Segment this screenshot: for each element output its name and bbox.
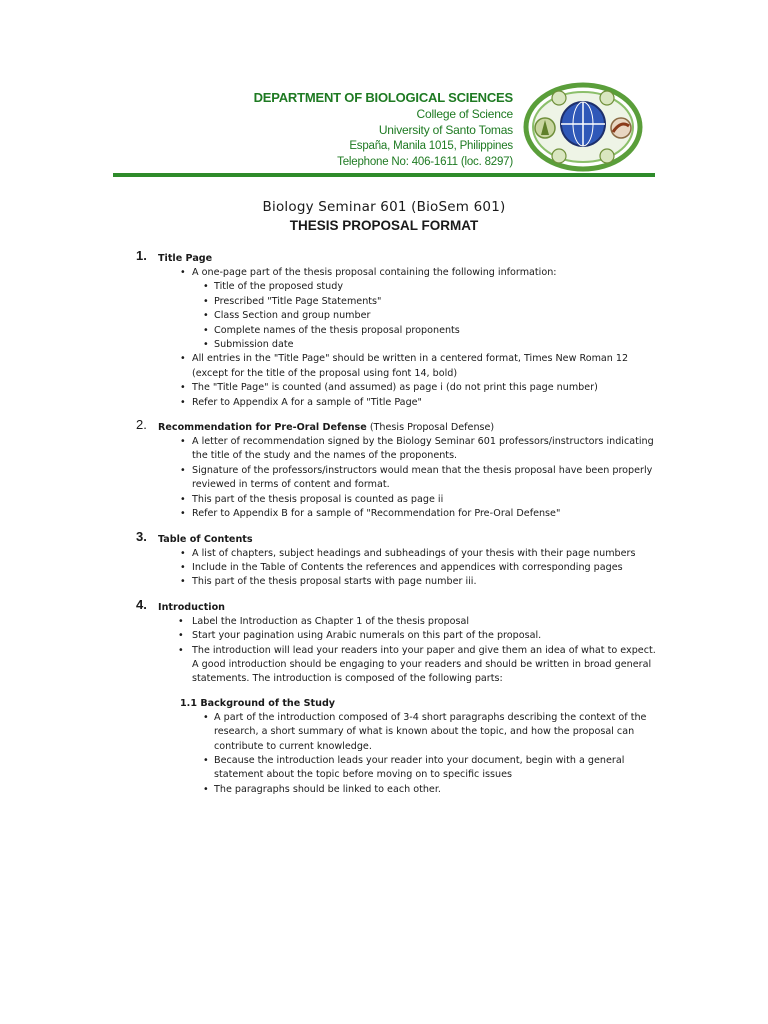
department-logo (523, 80, 643, 174)
list-item: • This part of the thesis proposal starts with page number iii. (136, 575, 656, 589)
bullet-list (136, 435, 656, 521)
telephone: Telephone No: 406-1611 (loc. 8297) (337, 156, 513, 168)
list-item: • The paragraphs should be linked to each other. (136, 783, 656, 797)
list-item: • The introduction will lead your readers into your paper and give them an idea of what to expect. A good introduction should be engaging to your readers and should be written in broad general statements. The introduction is composed of the following parts: (136, 644, 656, 687)
section-recommendation (136, 417, 656, 521)
section-number: 3. (136, 528, 147, 544)
section-introduction (136, 596, 656, 797)
list-item: • Refer to Appendix B for a sample of "Recommendation for Pre-Oral Defense" (136, 507, 656, 521)
title-block (113, 198, 655, 233)
list-item: • Label the Introduction as Chapter 1 of the thesis proposal (136, 615, 656, 629)
bullet-list (136, 711, 656, 797)
list-item (136, 266, 656, 352)
list-item: • A list of chapters, subject headings and subheadings of your thesis with their page numbers (136, 547, 656, 561)
list-item-text: A one-page part of the thesis proposal containing the following information: (192, 267, 557, 278)
section-number: 1. (136, 248, 147, 263)
list-item: • Title of the proposed study (136, 280, 656, 294)
course-title: Biology Seminar 601 (BioSem 601) (262, 199, 506, 215)
list-item: • Start your pagination using Arabic numerals on this part of the proposal. (136, 629, 656, 643)
university-name: University of Santo Tomas (378, 123, 513, 137)
list-item: • Signature of the professors/instructors would mean that the thesis proposal have been properly reviewed in terms of content and format. (136, 464, 656, 493)
list-item: • Class Section and group number (136, 309, 656, 323)
header-divider (113, 173, 655, 177)
section-table-of-contents (136, 528, 656, 590)
list-item: • The "Title Page" is counted (and assumed) as page i (do not print this page number) (136, 381, 656, 395)
section-number: 4. (136, 596, 147, 612)
list-item: • A part of the introduction composed of 3-4 short paragraphs describing the context of the research, a short summary of what is known about the topic, and how the proposal can contribute to current knowledge. (136, 711, 656, 754)
list-item: • Complete names of the thesis proposal proponents (136, 324, 656, 338)
section-heading: Introduction (158, 601, 225, 613)
section-title-page (136, 248, 656, 410)
section-heading-text: Recommendation for Pre-Oral Defense (158, 422, 367, 434)
list-item: • Submission date (136, 338, 656, 352)
subsection-heading: 1.1 Background of the Study (180, 697, 336, 709)
document-title: THESIS PROPOSAL FORMAT (289, 218, 479, 233)
nested-list (192, 280, 656, 352)
letterhead (250, 90, 513, 170)
subsection-background (136, 696, 656, 797)
section-heading: Title Page (158, 253, 213, 264)
bullet-list (136, 615, 656, 687)
department-name: DEPARTMENT OF BIOLOGICAL SCIENCES (253, 90, 513, 105)
list-item: • All entries in the "Title Page" should be written in a centered format, Times New Roman 12 (except for the title of the proposal using font 14, bold) (136, 352, 656, 381)
section-number: 2. (136, 417, 147, 433)
address: España, Manila 1015, Philippines (349, 140, 513, 152)
section-subheading: (Thesis Proposal Defense) (366, 422, 495, 434)
list-item: • This part of the thesis proposal is counted as page ii (136, 493, 656, 507)
college-name: College of Science (416, 107, 513, 121)
list-item: • Include in the Table of Contents the references and appendices with corresponding pages (136, 561, 656, 575)
bullet-list (136, 547, 656, 590)
section-heading: Table of Contents (158, 533, 253, 545)
list-item: • Prescribed "Title Page Statements" (136, 295, 656, 309)
bullet-list (136, 266, 656, 410)
list-item: • A letter of recommendation signed by the Biology Seminar 601 professors/instructors indicating the title of the study and the names of the proponents. (136, 435, 656, 464)
section-heading (136, 417, 656, 435)
list-item: • Refer to Appendix A for a sample of "Title Page" (136, 396, 656, 410)
content (136, 248, 656, 807)
list-item: • Because the introduction leads your reader into your document, begin with a general statement about the topic before moving on to specific issues (136, 754, 656, 783)
